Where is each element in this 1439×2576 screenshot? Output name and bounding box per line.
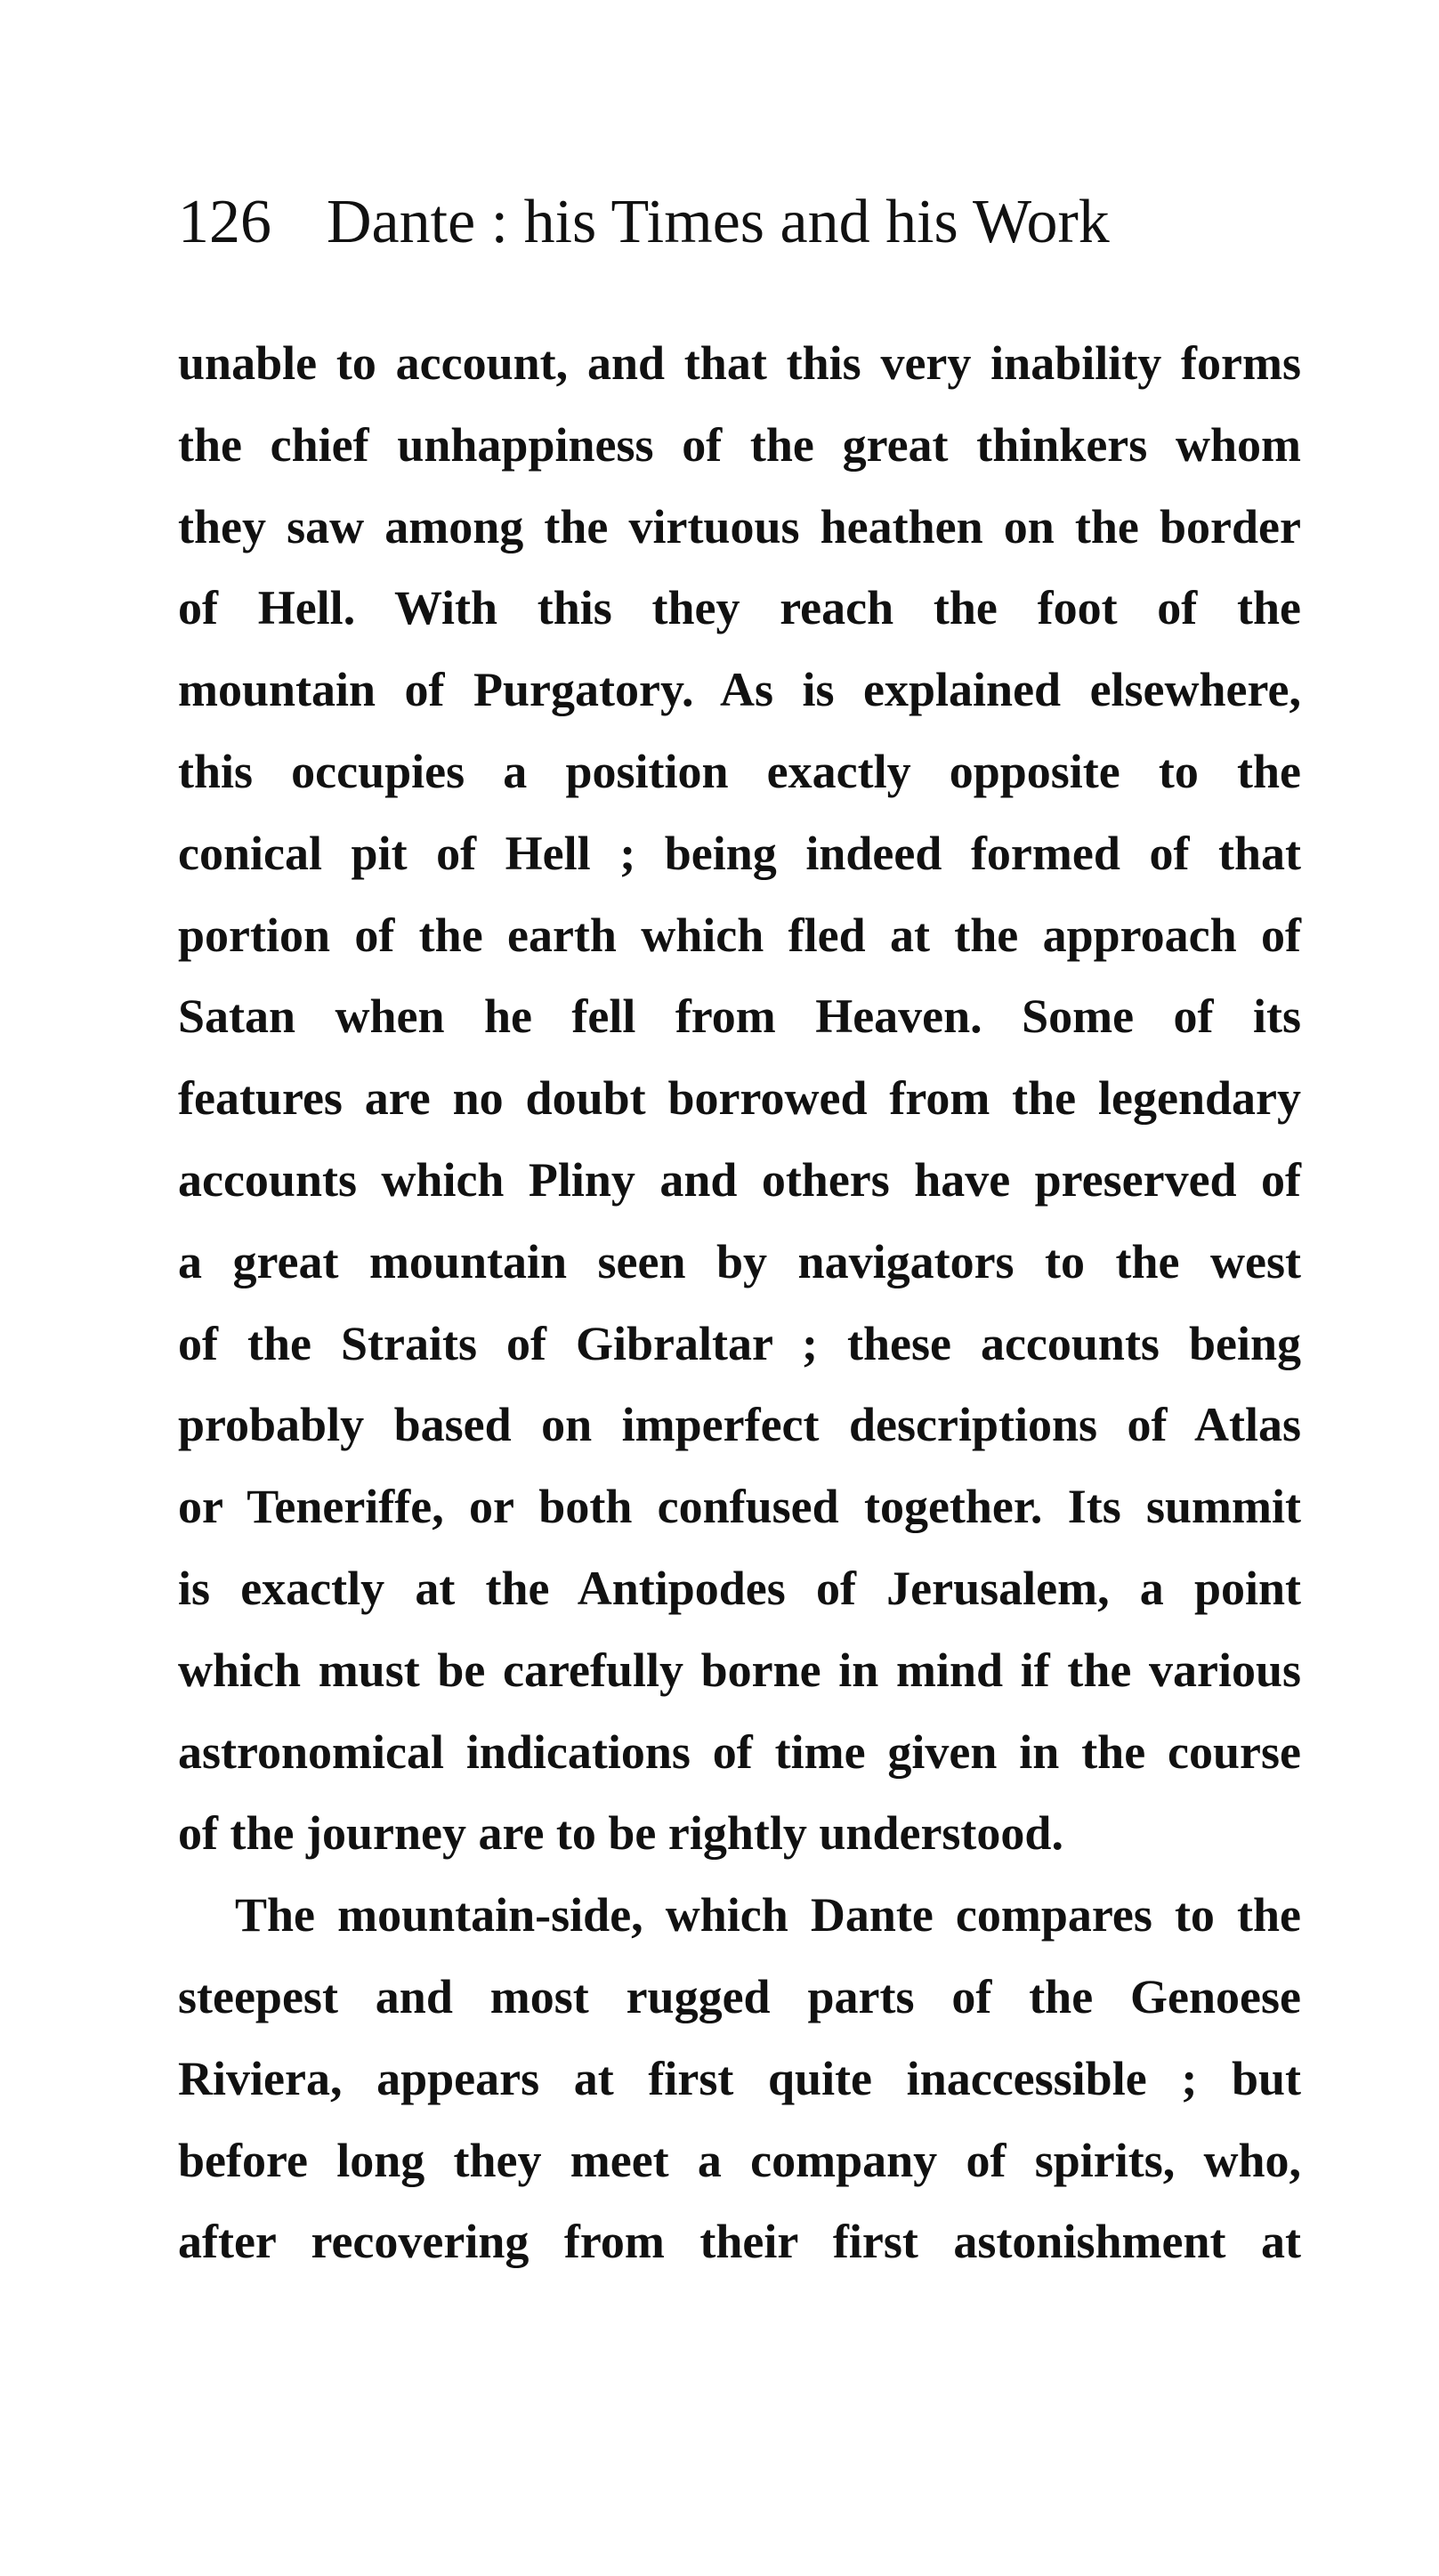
text-line: Riviera, appears at first quite inaccessible ; but <box>178 2051 1301 2105</box>
paragraph-start-line: The mountain-side, which Dante compares to the <box>235 1888 1301 1942</box>
text-line: features are no doubt borrowed from the legendary <box>178 1071 1301 1126</box>
text-line: of Hell. With this they reach the foot of the <box>178 581 1301 635</box>
body-text <box>178 323 1301 2283</box>
text-line: mountain of Purgatory. As is explained elsewhere, <box>178 663 1301 717</box>
text-line: before long they meet a company of spirits, who, <box>178 2133 1301 2187</box>
text-line: astronomical indications of time given in the course <box>178 1724 1301 1779</box>
text-line: is exactly at the Antipodes of Jerusalem, a point <box>178 1561 1301 1615</box>
text-line: the chief unhappiness of the great thinkers whom <box>178 417 1301 472</box>
text-line: which must be carefully borne in mind if the various <box>178 1643 1301 1697</box>
text-line: portion of the earth which fled at the approach of <box>178 908 1301 962</box>
text-line: accounts which Pliny and others have preserved of <box>178 1152 1301 1207</box>
book-page <box>178 188 1301 2283</box>
text-line: they saw among the virtuous heathen on the border <box>178 499 1301 553</box>
text-line: conical pit of Hell ; being indeed formed of that <box>178 826 1301 880</box>
text-line: probably based on imperfect descriptions of Atlas <box>178 1398 1301 1452</box>
text-line: after recovering from their first astonishment at <box>178 2215 1301 2269</box>
text-line: steepest and most rugged parts of the Genoese <box>178 1969 1301 2023</box>
text-line: or Teneriffe, or both confused together. Its summit <box>178 1480 1301 1534</box>
running-title: Dante : his Times and his Work <box>327 188 1110 256</box>
text-line: this occupies a position exactly opposite to the <box>178 744 1301 798</box>
page-number: 126 <box>178 188 271 256</box>
running-header <box>178 188 1301 271</box>
paragraph-end-line: of the journey are to be rightly understood. <box>178 1806 1063 1861</box>
text-line: a great mountain seen by navigators to the west <box>178 1234 1301 1288</box>
text-line: of the Straits of Gibraltar ; these accounts being <box>178 1316 1301 1370</box>
text-line: unable to account, and that this very inability forms <box>178 336 1301 390</box>
text-line: Satan when he fell from Heaven. Some of its <box>178 989 1301 1044</box>
